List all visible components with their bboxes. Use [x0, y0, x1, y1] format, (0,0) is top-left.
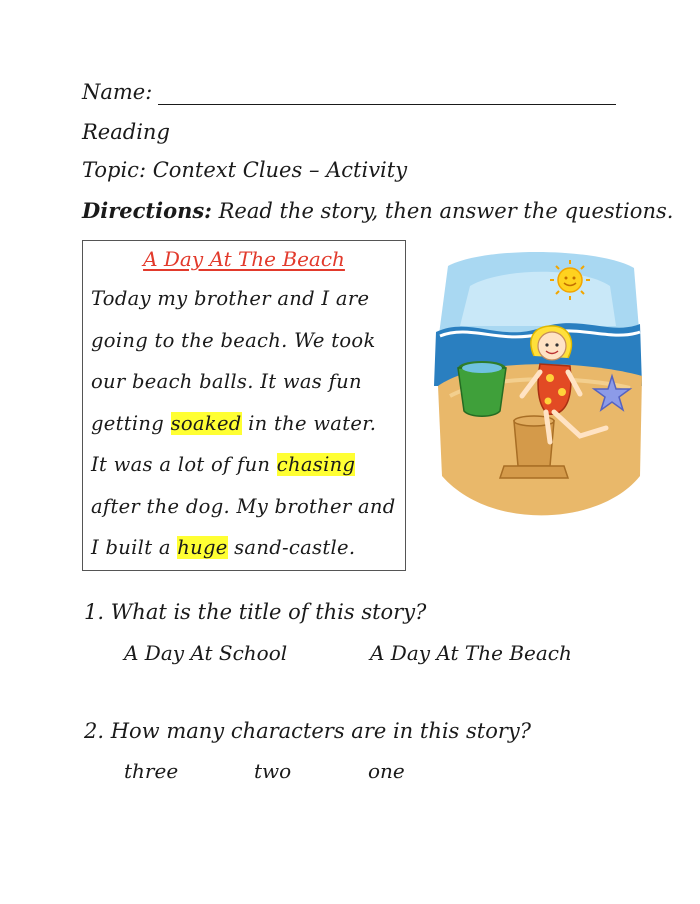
answer-option[interactable]: two: [254, 759, 292, 783]
question-2: 2. How many characters are in this story?: [84, 719, 532, 743]
story-text: I built a: [91, 536, 178, 559]
topic-label: Topic: Context Clues – Activity: [82, 158, 408, 182]
subject-label: Reading: [82, 120, 170, 144]
answer-option[interactable]: A Day At The Beach: [370, 641, 572, 665]
story-text: our beach balls. It was fun: [91, 370, 362, 393]
story-text: Today my brother and I are: [91, 287, 370, 310]
story-line-6: [91, 495, 396, 518]
name-label: Name:: [82, 80, 153, 104]
story-text: getting: [91, 412, 171, 435]
answer-option[interactable]: three: [124, 759, 179, 783]
answer-option[interactable]: one: [368, 759, 405, 783]
story-line-5: [91, 453, 355, 476]
story-box: [82, 240, 406, 571]
answer-option[interactable]: A Day At School: [124, 641, 288, 665]
question-1: 1. What is the title of this story?: [84, 600, 427, 624]
beach-illustration-icon: [430, 246, 644, 528]
name-field-line[interactable]: [158, 104, 616, 105]
story-text: after the dog. My brother and: [91, 495, 396, 518]
story-text: in the water.: [241, 412, 377, 435]
bucket-icon: [458, 361, 506, 416]
story-line-4: [91, 412, 376, 435]
highlighted-word: huge: [177, 536, 228, 559]
directions-text: Read the story, then answer the questions.: [211, 199, 674, 223]
story-line-2: [91, 329, 376, 352]
story-text: going to the beach. We took: [91, 329, 376, 352]
story-line-1: [91, 287, 369, 310]
story-title-text: A Day At The Beach: [143, 247, 345, 271]
directions: [82, 198, 673, 223]
highlighted-word: soaked: [170, 412, 242, 435]
highlighted-word: chasing: [276, 453, 356, 476]
story-line-3: [91, 370, 362, 393]
story-text: sand-castle.: [227, 536, 356, 559]
story-line-7: [91, 536, 355, 559]
story-text: It was a lot of fun: [91, 453, 277, 476]
directions-label: Directions:: [82, 198, 212, 223]
story-title: [83, 247, 405, 271]
